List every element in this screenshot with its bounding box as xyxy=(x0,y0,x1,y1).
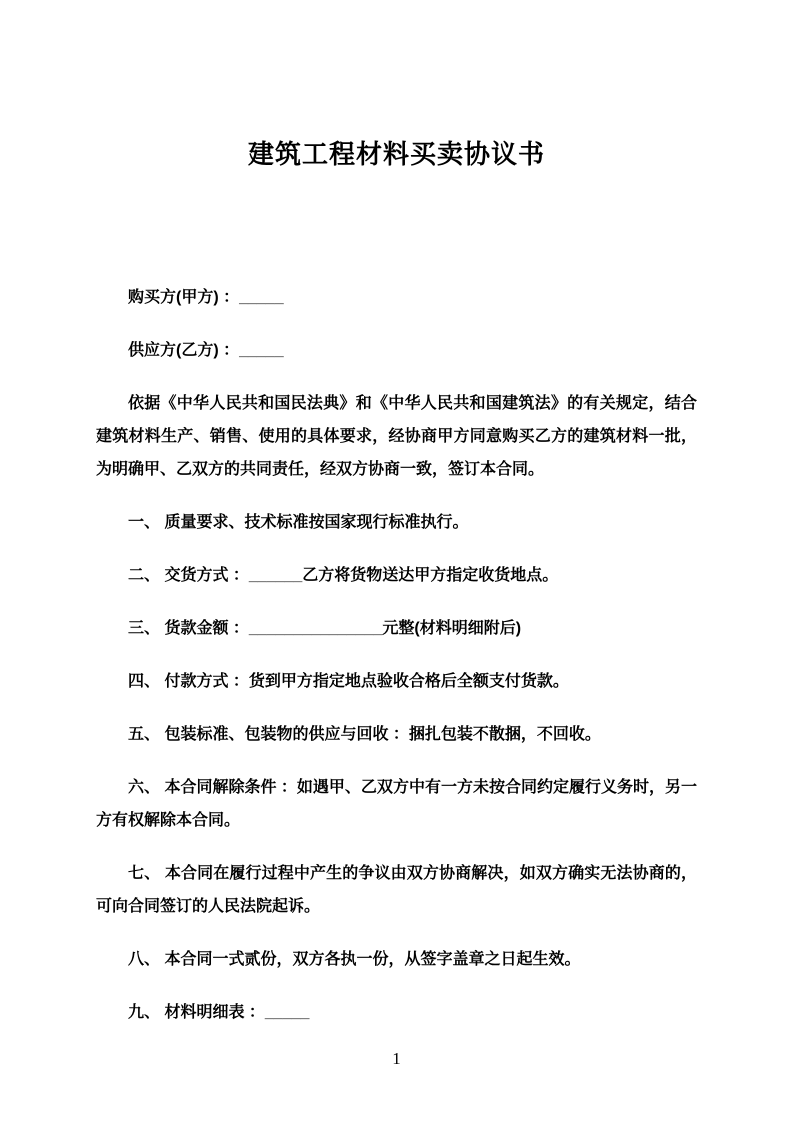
clause-termination: 六、 本合同解除条件 ：如遇甲、乙双方中有一方未按合同约定履行义务时，另一方有权解除本合同。 xyxy=(96,779,697,829)
document-content xyxy=(96,0,697,1049)
clause-quality-standard: 一、 质量要求、技术标准按国家现行标准执行。 xyxy=(128,514,469,531)
clause-payment-amount: 三、 货款金额 ：_______________元整(材料明细附后) xyxy=(128,620,522,637)
clause-delivery-method: 二、 交货方式 ：______乙方将货物送达甲方指定收货地点。 xyxy=(128,567,559,584)
clause-dispute-resolution: 七、 本合同在履行过程中产生的争议由双方协商解决，如双方确实无法协商的，可向合同签订的人民法院起诉。 xyxy=(96,865,697,915)
page-number: 1 xyxy=(392,1049,401,1068)
document-title: 建筑工程材料买卖协议书 xyxy=(247,139,545,169)
party-buyer-line: 购买方(甲方) ：_____ xyxy=(128,289,284,306)
clause-packaging: 五、 包装标准、包装物的供应与回收 ：捆扎包装不散捆，不回收。 xyxy=(128,726,601,743)
clause-material-list: 九、 材料明细表 ：_____ xyxy=(128,1004,310,1021)
preamble-paragraph: 依据《中华人民共和国民法典》和《中华人民共和国建筑法》的有关规定，结合建筑材料生产、销售、使用的具体要求，经协商甲方同意购买乙方的建筑材料一批，为明确甲、乙双方的共同责任，经双方协商一致，签订本合同。 xyxy=(96,395,697,478)
clause-copies-effective: 八、 本合同一式贰份，双方各执一份，从签字盖章之日起生效。 xyxy=(128,951,581,968)
clause-payment-method: 四、 付款方式 ：货到甲方指定地点验收合格后全额支付货款。 xyxy=(128,673,569,690)
party-supplier-line: 供应方(乙方) ：_____ xyxy=(128,342,284,359)
